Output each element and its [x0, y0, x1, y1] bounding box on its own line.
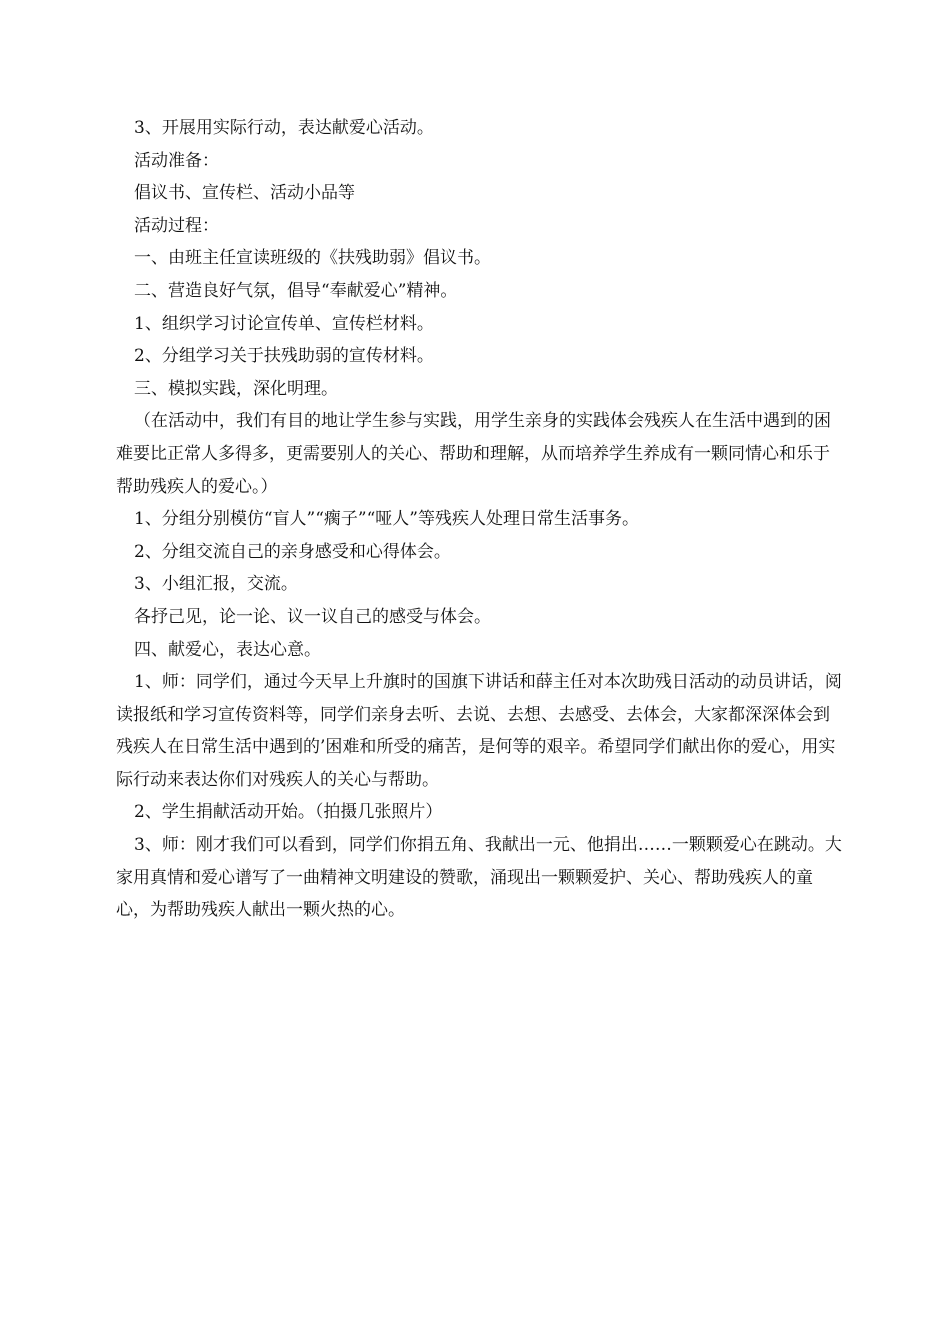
paragraph-step-2-item-1: 1、组织学习讨论宣传单、宣传栏材料。	[134, 313, 434, 334]
paragraph-step-3: 三、模拟实践，深化明理。	[134, 378, 338, 399]
heading-preparation: 活动准备：	[134, 150, 219, 171]
paragraph-step-3-item-2: 2、分组交流自己的亲身感受和心得体会。	[134, 541, 451, 562]
paragraph-step-3-note: （在活动中，我们有目的地让学生参与实践，用学生亲身的实践体会残疾人在生活中遇到的困难要比正常人多得多，更需要别人的关心、帮助和理解，从而培养学生养成有一颗同情心和乐于帮助残疾人的爱心。）	[116, 411, 831, 497]
paragraph-step-4-item-2: 2、学生捐献活动开始。（拍摄几张照片）	[134, 802, 443, 823]
paragraph-step-3-discussion: 各抒己见，论一论、议一议自己的感受与体会。	[134, 606, 491, 627]
paragraph-step-2: 二、营造良好气氛，倡导“奉献爱心”精神。	[134, 280, 458, 301]
paragraph-step-3-item-1: 1、分组分别模仿“盲人”“瘸子”“哑人”等残疾人处理日常生活事务。	[134, 509, 639, 530]
paragraph-step-4-item-1: 1、师：同学们，通过今天早上升旗时的国旗下讲话和薛主任对本次助残日活动的动员讲话，阅读报纸和学习宣传资料等，同学们亲身去听、去说、去想、去感受、去体会，大家都深深体会到残疾人在日常生活中遇到的’困难和所受的痛苦，是何等的艰辛。希望同学们献出你的爱心，用实际行动来表达你们对残疾人的关心与帮助。	[116, 672, 842, 790]
paragraph-step-4: 四、献爱心，表达心意。	[134, 639, 321, 660]
paragraph-step-2-item-2: 2、分组学习关于扶残助弱的宣传材料。	[134, 346, 434, 367]
paragraph-step-4-item-3: 3、师：刚才我们可以看到，同学们你捐五角、我献出一元、他捐出……一颗颗爱心在跳动。大家用真情和爱心谱写了一曲精神文明建设的赞歌，涌现出一颗颗爱护、关心、帮助残疾人的童心，为帮助残疾人献出一颗火热的心。	[116, 835, 842, 921]
document-body	[116, 112, 846, 927]
paragraph-materials: 倡议书、宣传栏、活动小品等	[134, 183, 355, 204]
paragraph-goal-3: 3、开展用实际行动，表达献爱心活动。	[134, 118, 434, 138]
paragraph-step-1: 一、由班主任宣读班级的《扶残助弱》倡议书。	[134, 248, 491, 269]
paragraph-step-3-item-3: 3、小组汇报，交流。	[134, 574, 298, 595]
heading-process: 活动过程：	[134, 215, 219, 236]
